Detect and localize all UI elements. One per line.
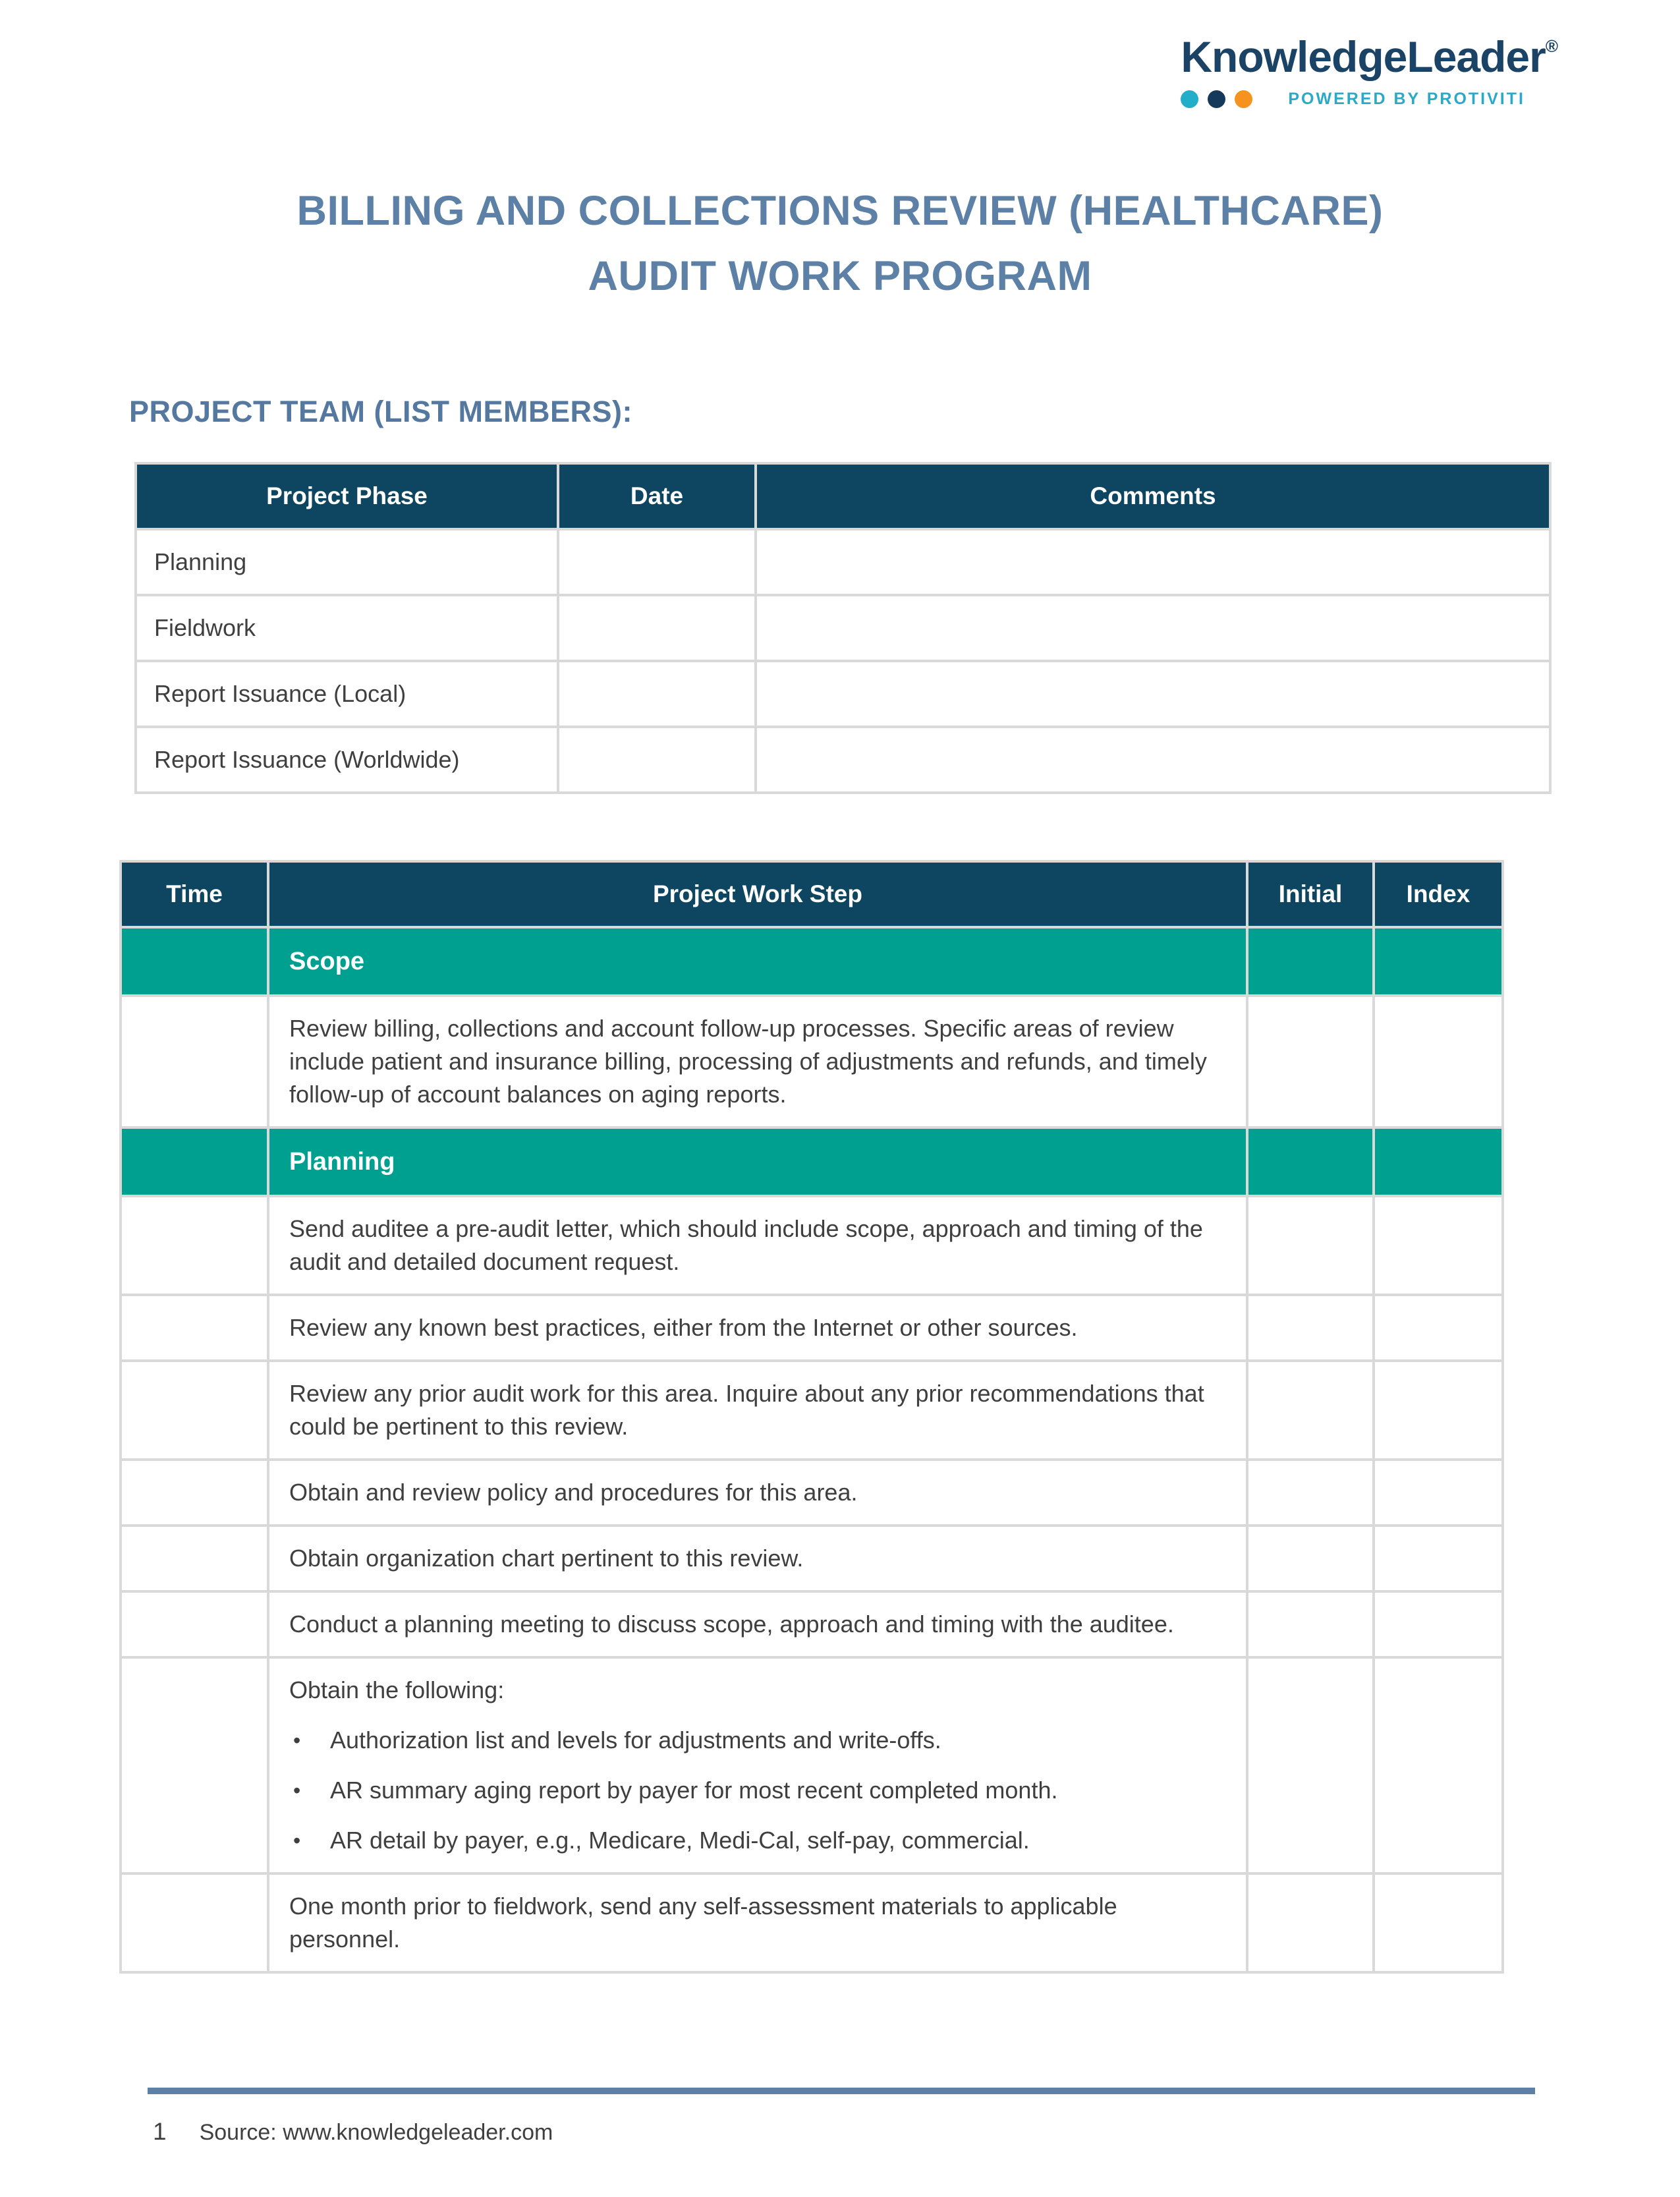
comments-cell xyxy=(756,727,1550,793)
time-cell xyxy=(121,1591,268,1657)
comments-cell xyxy=(756,661,1550,727)
footer-text-row xyxy=(148,2118,1535,2146)
column-header-project-phase: Project Phase xyxy=(136,463,558,529)
work-step-row xyxy=(121,1361,1503,1460)
column-header-initial: Initial xyxy=(1247,861,1374,927)
index-cell xyxy=(1374,1460,1503,1526)
project-phase-table xyxy=(134,462,1552,794)
section-row-scope xyxy=(121,927,1503,996)
brand-wordmark xyxy=(1181,32,1557,82)
time-cell xyxy=(121,1526,268,1591)
column-header-time: Time xyxy=(121,861,268,927)
brand-name: KnowledgeLeader xyxy=(1181,32,1546,81)
page-header xyxy=(0,0,1680,109)
work-step-cell xyxy=(268,1657,1247,1873)
column-header-project-work-step: Project Work Step xyxy=(268,861,1247,927)
bullet-item-text: AR summary aging report by payer for most recent completed month. xyxy=(330,1777,1058,1804)
time-cell xyxy=(121,1361,268,1460)
section-row-planning xyxy=(121,1127,1503,1196)
column-header-index: Index xyxy=(1374,861,1503,927)
document-title-line2: AUDIT WORK PROGRAM xyxy=(588,253,1092,299)
table-row-report-issuance-local xyxy=(136,661,1550,727)
initial-cell xyxy=(1247,1591,1374,1657)
index-cell xyxy=(1374,1196,1503,1295)
work-step-row-with-bullets xyxy=(121,1657,1503,1873)
phase-table-header-row xyxy=(136,463,1550,529)
index-cell xyxy=(1374,1295,1503,1361)
initial-cell xyxy=(1247,927,1374,996)
work-step-row xyxy=(121,1460,1503,1526)
document-title-line1: BILLING AND COLLECTIONS REVIEW (HEALTHCARE) xyxy=(296,188,1384,234)
time-cell xyxy=(121,1196,268,1295)
list-item xyxy=(289,1824,1226,1857)
bullet-icon: • xyxy=(293,1728,301,1752)
work-step-row xyxy=(121,996,1503,1127)
initial-cell xyxy=(1247,1127,1374,1196)
time-cell xyxy=(121,1295,268,1361)
project-team-heading: PROJECT TEAM (LIST MEMBERS): xyxy=(129,395,632,428)
table-row-planning xyxy=(136,529,1550,595)
work-step-cell: Obtain organization chart pertinent to this review. xyxy=(268,1526,1247,1591)
logo-dot-navy-icon xyxy=(1208,90,1225,108)
work-step-row xyxy=(121,1196,1503,1295)
date-cell xyxy=(558,595,756,661)
work-step-row xyxy=(121,1591,1503,1657)
phase-cell: Planning xyxy=(136,529,558,595)
page-footer xyxy=(148,2088,1535,2146)
initial-cell xyxy=(1247,996,1374,1127)
work-step-cell: Review billing, collections and account follow-up processes. Specific areas of review include patient and insurance billing, processing of adjustments and refunds, and timely follow-up of account balances on aging reports. xyxy=(268,996,1247,1127)
section-title: Scope xyxy=(268,927,1247,996)
bullet-item-text: AR detail by payer, e.g., Medicare, Medi-Cal, self-pay, commercial. xyxy=(330,1827,1030,1854)
work-step-lead-text: Obtain the following: xyxy=(289,1676,505,1703)
work-step-row xyxy=(121,1526,1503,1591)
comments-cell xyxy=(756,595,1550,661)
bullet-icon: • xyxy=(293,1829,301,1852)
phase-cell: Report Issuance (Worldwide) xyxy=(136,727,558,793)
footer-divider xyxy=(148,2088,1535,2094)
initial-cell xyxy=(1247,1196,1374,1295)
bullet-icon: • xyxy=(293,1779,301,1802)
knowledgeleader-logo xyxy=(1181,32,1557,109)
time-cell xyxy=(121,996,268,1127)
logo-tagline-row xyxy=(1181,90,1557,109)
date-cell xyxy=(558,727,756,793)
index-cell xyxy=(1374,1873,1503,1972)
index-cell xyxy=(1374,1591,1503,1657)
initial-cell xyxy=(1247,1657,1374,1873)
column-header-date: Date xyxy=(558,463,756,529)
time-cell xyxy=(121,1657,268,1873)
initial-cell xyxy=(1247,1460,1374,1526)
index-cell xyxy=(1374,1657,1503,1873)
registered-trademark-symbol: ® xyxy=(1545,36,1557,56)
work-step-cell: Obtain and review policy and procedures for this area. xyxy=(268,1460,1247,1526)
list-item xyxy=(289,1724,1226,1757)
list-item xyxy=(289,1774,1226,1807)
index-cell xyxy=(1374,1127,1503,1196)
initial-cell xyxy=(1247,1526,1374,1591)
comments-cell xyxy=(756,529,1550,595)
phase-cell: Report Issuance (Local) xyxy=(136,661,558,727)
section-title: Planning xyxy=(268,1127,1247,1196)
work-table-header-row xyxy=(121,861,1503,927)
initial-cell xyxy=(1247,1361,1374,1460)
time-cell xyxy=(121,1873,268,1972)
logo-dot-cyan-icon xyxy=(1181,90,1198,108)
time-cell xyxy=(121,1127,268,1196)
logo-dot-orange-icon xyxy=(1235,90,1252,108)
table-row-fieldwork xyxy=(136,595,1550,661)
time-cell xyxy=(121,1460,268,1526)
index-cell xyxy=(1374,927,1503,996)
work-step-cell: Review any prior audit work for this area. Inquire about any prior recommendations that could be pertinent to this review. xyxy=(268,1361,1247,1460)
bullet-item-text: Authorization list and levels for adjustments and write-offs. xyxy=(330,1726,941,1754)
column-header-comments: Comments xyxy=(756,463,1550,529)
date-cell xyxy=(558,529,756,595)
work-step-row xyxy=(121,1873,1503,1972)
document-title xyxy=(0,179,1680,309)
source-text: Source: www.knowledgeleader.com xyxy=(199,2120,553,2145)
phase-cell: Fieldwork xyxy=(136,595,558,661)
work-step-cell: Review any known best practices, either from the Internet or other sources. xyxy=(268,1295,1247,1361)
work-program-table xyxy=(119,860,1504,1974)
page-number: 1 xyxy=(153,2118,167,2145)
initial-cell xyxy=(1247,1873,1374,1972)
index-cell xyxy=(1374,1361,1503,1460)
table-row-report-issuance-worldwide xyxy=(136,727,1550,793)
initial-cell xyxy=(1247,1295,1374,1361)
work-step-cell: Conduct a planning meeting to discuss scope, approach and timing with the auditee. xyxy=(268,1591,1247,1657)
index-cell xyxy=(1374,996,1503,1127)
work-step-row xyxy=(121,1295,1503,1361)
date-cell xyxy=(558,661,756,727)
time-cell xyxy=(121,927,268,996)
work-step-cell: Send auditee a pre-audit letter, which should include scope, approach and timing of the audit and detailed document request. xyxy=(268,1196,1247,1295)
index-cell xyxy=(1374,1526,1503,1591)
work-step-cell: One month prior to fieldwork, send any self-assessment materials to applicable personnel. xyxy=(268,1873,1247,1972)
logo-tagline: POWERED BY PROTIVITI xyxy=(1288,90,1525,108)
